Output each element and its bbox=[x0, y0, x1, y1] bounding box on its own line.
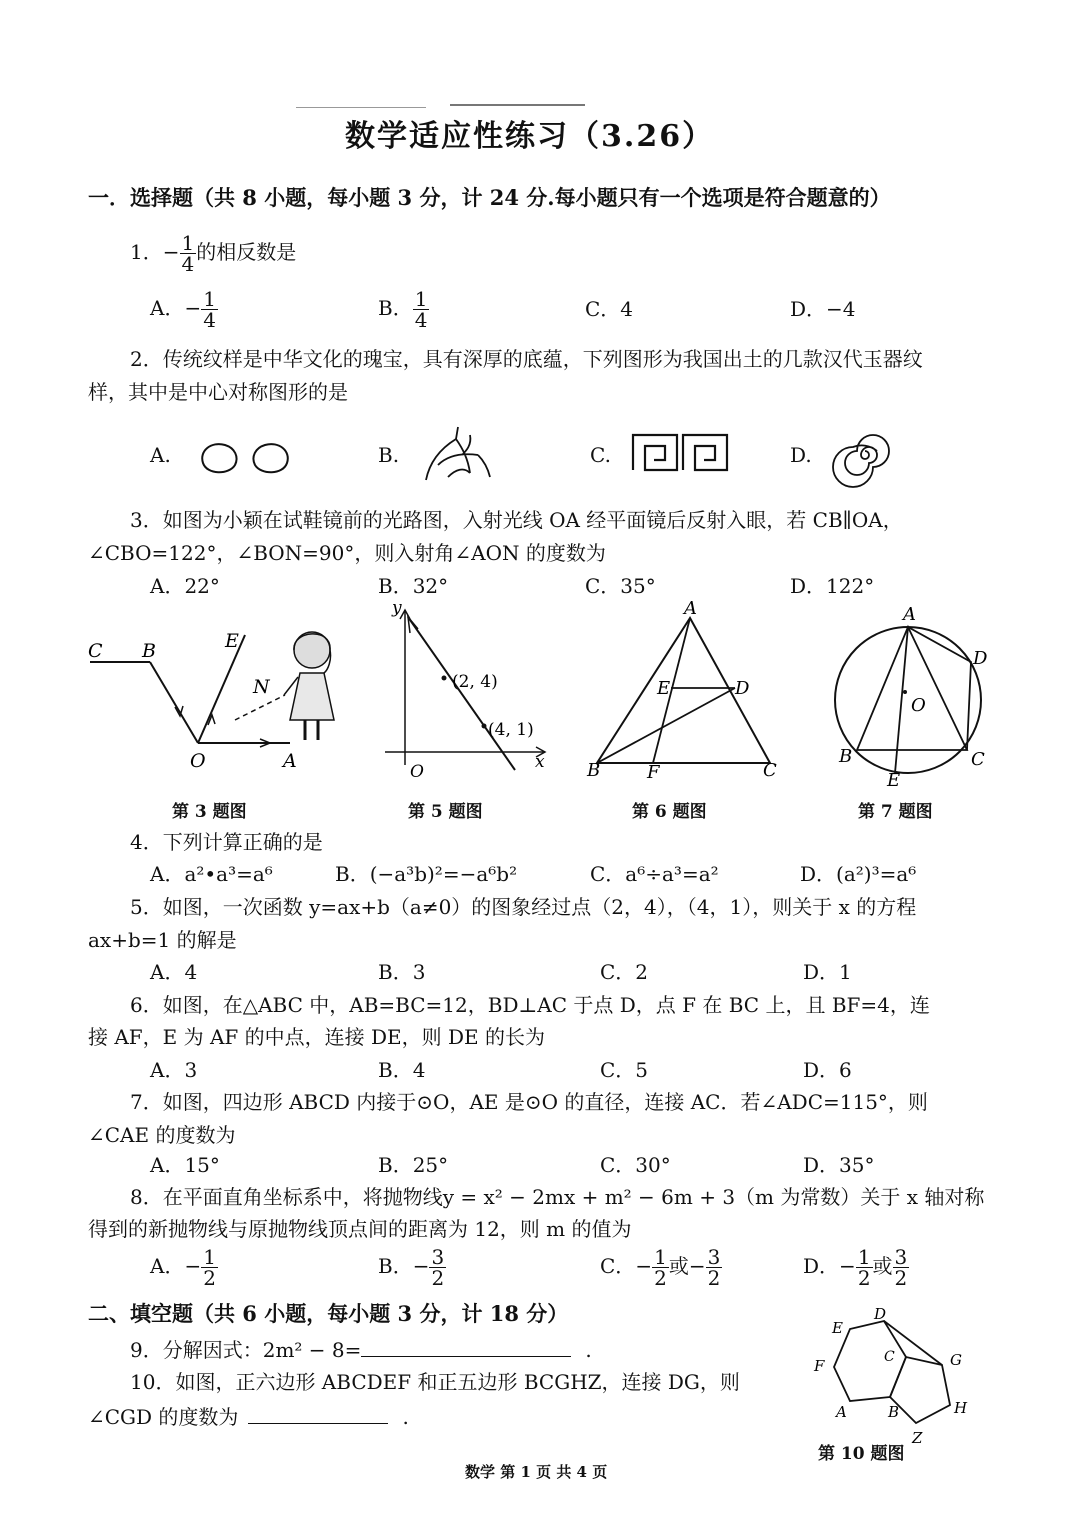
fig6-label-a: A bbox=[684, 598, 697, 619]
figure-7 bbox=[825, 600, 1000, 795]
q3-option-a[interactable]: A．22° bbox=[150, 574, 220, 598]
q10-answer-blank[interactable] bbox=[248, 1405, 388, 1424]
caption-fig7: 第 7 题图 bbox=[858, 802, 933, 822]
figure-6 bbox=[585, 598, 785, 783]
q8-option-d[interactable]: D．− $\frac{1}{2}$ 或 $\frac{3}{2}$ bbox=[803, 1245, 908, 1290]
fig5-point-2: (4, 1) bbox=[488, 720, 534, 740]
q5-option-d[interactable]: D．1 bbox=[803, 960, 852, 984]
q7-option-d[interactable]: D．35° bbox=[803, 1153, 875, 1177]
q5-option-b[interactable]: B．3 bbox=[378, 960, 426, 984]
q1-option-a[interactable]: A．− $\frac{1}{4}$ bbox=[150, 287, 216, 332]
fig6-label-b: B bbox=[587, 760, 601, 781]
caption-fig5: 第 5 题图 bbox=[408, 802, 483, 822]
fig5-point-1: (2, 4) bbox=[452, 672, 498, 692]
q4-option-c[interactable]: C．a⁶÷a³=a² bbox=[590, 862, 719, 886]
q8-line1: 8．在平面直角坐标系中，将抛物线y = x² − 2mx + m² − 6m + 3（m 为常数）关于 x 轴对称 bbox=[130, 1185, 985, 1209]
fig6-label-e: E bbox=[657, 678, 671, 699]
q2-option-c[interactable]: C. bbox=[590, 443, 611, 467]
q6-option-c[interactable]: C．5 bbox=[600, 1058, 649, 1082]
fig10-label-g: G bbox=[950, 1351, 962, 1369]
q2-pattern-d bbox=[835, 425, 895, 485]
figure-3 bbox=[80, 615, 340, 775]
q2-option-a[interactable]: A. bbox=[150, 443, 171, 467]
q2-pattern-a bbox=[195, 433, 295, 483]
fig10-label-d: D bbox=[874, 1305, 887, 1323]
q7-line1: 7．如图，四边形 ABCD 内接于⊙O，AE 是⊙O 的直径，连接 AC．若∠ADC=115°，则 bbox=[130, 1090, 928, 1114]
fig10-label-h: H bbox=[954, 1399, 968, 1417]
q6-line1: 6．如图，在△ABC 中，AB=BC=12，BD⊥AC 于点 D，点 F 在 BC 上，且 BF=4，连 bbox=[130, 993, 930, 1017]
top-rule-right bbox=[450, 104, 585, 106]
q1-stem: 1．− $\frac{1}{4}$ 的相反数是 bbox=[130, 231, 297, 276]
q2-line2: 样，其中是中心对称图形的是 bbox=[88, 380, 348, 404]
section-1-heading: 一．选择题（共 8 小题，每小题 3 分，计 24 分.每小题只有一个选项是符合题意的） bbox=[88, 185, 891, 210]
q7-option-a[interactable]: A．15° bbox=[150, 1153, 220, 1177]
q6-line2: 接 AF，E 为 AF 的中点，连接 DE，则 DE 的长为 bbox=[88, 1025, 546, 1049]
fig7-label-a: A bbox=[903, 604, 916, 625]
page-footer: 数学 第 1 页 共 4 页 bbox=[465, 1463, 608, 1481]
fig10-label-f: F bbox=[814, 1357, 825, 1375]
q3-line1: 3．如图为小颖在试鞋镜前的光路图，入射光线 OA 经平面镜后反射入眼，若 CB∥OA， bbox=[130, 508, 903, 532]
q6-option-d[interactable]: D．6 bbox=[803, 1058, 852, 1082]
q10-line2: ∠CGD 的度数为 . bbox=[88, 1405, 409, 1429]
fig3-label-b: B bbox=[142, 640, 156, 662]
figure-5 bbox=[380, 598, 550, 782]
figure-10 bbox=[808, 1305, 978, 1450]
q4-option-d[interactable]: D．(a²)³=a⁶ bbox=[800, 862, 917, 886]
q1-option-d[interactable]: D．−4 bbox=[790, 297, 856, 321]
q5-line1: 5．如图，一次函数 y=ax+b（a≠0）的图象经过点（2，4），（4，1），则关于 x 的方程 bbox=[130, 895, 917, 919]
fig6-label-d: D bbox=[735, 678, 750, 699]
q8-option-b[interactable]: B．− $\frac{3}{2}$ bbox=[378, 1245, 445, 1290]
fig5-label-x: x bbox=[535, 752, 545, 772]
q4-stem: 4．下列计算正确的是 bbox=[130, 830, 323, 854]
q7-option-b[interactable]: B．25° bbox=[378, 1153, 449, 1177]
q4-option-a[interactable]: A．a²•a³=a⁶ bbox=[150, 862, 273, 886]
q3-option-d[interactable]: D．122° bbox=[790, 574, 875, 598]
q1-option-c[interactable]: C．4 bbox=[585, 297, 634, 321]
fig10-label-a: A bbox=[836, 1403, 847, 1421]
q5-option-a[interactable]: A．4 bbox=[150, 960, 198, 984]
q2-pattern-c bbox=[630, 432, 730, 474]
fig10-label-z: Z bbox=[912, 1429, 923, 1447]
q6-option-b[interactable]: B．4 bbox=[378, 1058, 426, 1082]
section-2-heading: 二、填空题（共 6 小题，每小题 3 分，计 18 分） bbox=[88, 1301, 569, 1326]
q2-option-b[interactable]: B. bbox=[378, 443, 400, 467]
fig3-label-a: A bbox=[283, 750, 297, 772]
q6-option-a[interactable]: A．3 bbox=[150, 1058, 198, 1082]
q9-stem: 9．分解因式：2m² − 8= . bbox=[130, 1338, 592, 1362]
q8-option-c[interactable]: C．− $\frac{1}{2}$ 或− $\frac{3}{2}$ bbox=[600, 1245, 721, 1290]
q2-line1: 2．传统纹样是中华文化的瑰宝，具有深厚的底蕴，下列图形为我国出土的几款汉代玉器纹 bbox=[130, 347, 923, 371]
fig7-label-c: C bbox=[971, 749, 985, 770]
caption-fig3: 第 3 题图 bbox=[172, 802, 247, 822]
fig5-label-o: O bbox=[410, 762, 424, 782]
fig3-label-n: N bbox=[253, 676, 270, 698]
q5-line2: ax+b=1 的解是 bbox=[88, 928, 237, 952]
q10-line1: 10．如图，正六边形 ABCDEF 和正五边形 BCGHZ，连接 DG，则 bbox=[130, 1370, 740, 1394]
fig10-label-b: B bbox=[888, 1403, 900, 1421]
q3-line2: ∠CBO=122°，∠BON=90°，则入射角∠AON 的度数为 bbox=[88, 541, 606, 565]
q2-option-d[interactable]: D. bbox=[790, 443, 812, 467]
fig7-label-d: D bbox=[973, 648, 988, 669]
q3-option-c[interactable]: C．35° bbox=[585, 574, 656, 598]
fig7-label-b: B bbox=[839, 746, 853, 767]
q7-option-c[interactable]: C．30° bbox=[600, 1153, 671, 1177]
fig5-label-y: y bbox=[392, 598, 402, 618]
q5-option-c[interactable]: C．2 bbox=[600, 960, 649, 984]
fig3-label-c: C bbox=[88, 640, 103, 662]
q8-line2: 得到的新抛物线与原抛物线顶点间的距离为 12，则 m 的值为 bbox=[88, 1217, 632, 1241]
fig10-label-e: E bbox=[832, 1319, 843, 1337]
fig3-label-o: O bbox=[190, 750, 206, 772]
q8-option-a[interactable]: A．− $\frac{1}{2}$ bbox=[150, 1245, 216, 1290]
fig7-label-o: O bbox=[911, 695, 926, 716]
top-rule-left bbox=[296, 107, 426, 108]
page-title: 数学适应性练习（3.26） bbox=[345, 119, 715, 154]
fig10-label-c: C bbox=[884, 1349, 895, 1365]
caption-fig6: 第 6 题图 bbox=[632, 802, 707, 822]
caption-fig10: 第 10 题图 bbox=[818, 1444, 905, 1464]
q2-pattern-b bbox=[418, 425, 498, 491]
q1-option-b[interactable]: B． $\frac{1}{4}$ bbox=[378, 287, 428, 332]
q3-option-b[interactable]: B．32° bbox=[378, 574, 449, 598]
fig3-label-e: E bbox=[225, 630, 239, 652]
fig7-label-e: E bbox=[887, 770, 901, 791]
q7-line2: ∠CAE 的度数为 bbox=[88, 1123, 236, 1147]
fig6-label-f: F bbox=[647, 762, 660, 783]
q9-answer-blank[interactable] bbox=[361, 1338, 571, 1357]
q4-option-b[interactable]: B．(−a³b)²=−a⁶b² bbox=[335, 862, 518, 886]
fig6-label-c: C bbox=[763, 760, 777, 781]
